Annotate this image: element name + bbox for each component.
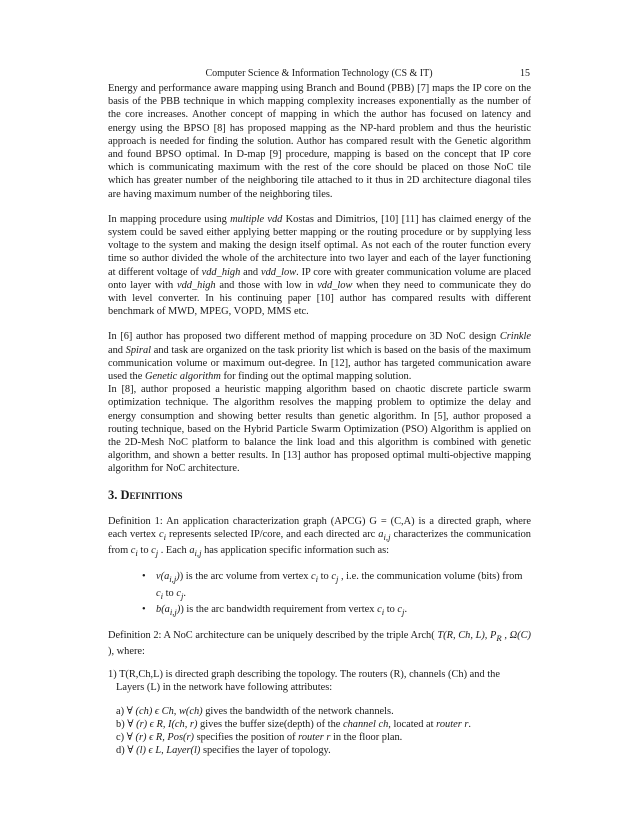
body-text [108, 82, 531, 757]
list-item-c: c) ∀ (r) ϵ R, Pos(r) specifies the position of router r in the floor plan. [116, 731, 403, 743]
page-number: 15 [520, 68, 530, 79]
paragraph-3d-noc: In [6] author has proposed two different method of mapping procedure on 3D NoC design Crinkle and Spiral and task are organized on the task priority list which is based on the basis of the maximum communication volume or maximum out-degree. In [12], author has targeted communication aware used the Genetic algorithm for finding out the optimal mapping solution. [108, 331, 531, 383]
paragraph-pso: In [8], author proposed a heuristic mapping algorithm based on chaotic discrete particle swarm optimization technique. The algorithm resolves the mapping problem to optimize the delay and energy consumption and showing better results than genetic algorithm. In [5], author proposed a routing technique, based on the Hybrid Particle Swarm Optimization (PSO) Algorithm is applied on the 2D-Mesh NoC platform to balance the link load and this algorithm is combined with genetic algorithm, and shown a better results. In [13] author has proposed optimal multi-objective mapping algorithm for NoC architecture. [108, 384, 531, 475]
paragraph-multiple-vdd: In mapping procedure using multiple vdd Kostas and Dimitrios, [10] [11] has claimed energy of the system could be saved either applying better mapping or the routing procedure or by supplying less voltage to the system and making the design itself optimal. As not each of the router function every time so author divided the whole of the architecture into two layer and each of the layer functioning at different voltage of vdd_high and vdd_low. IP core with greater communication volume are placed onto layer with vdd_high and those with low in vdd_low when they need to communicate they do with level converter. In his continuing paper [10] author has compared results with different benchmark of MWD, MPEG, VOPD, MMS etc. [108, 213, 531, 318]
attribute-list [108, 570, 531, 618]
list-item-d: d) ∀ (l) ϵ L, Layer(l) specifies the layer of topology. [116, 745, 331, 757]
list-item-b: b) ∀ (r) ϵ R, I(ch, r) gives the buffer size(depth) of the channel ch, located at router r. [116, 718, 471, 730]
definition-2: Definition 2: A NoC architecture can be uniquely described by the triple Arch( T(R, Ch, L), $P_R$ , Ω(C) ), where: [108, 629, 531, 657]
journal-title: Computer Science & Information Technology (CS & IT) [205, 68, 433, 79]
definition-1: Definition 1: An application characterization graph (APCG) G = (C,A) is a directed graph, where each vertex $c_i$ represents selected IP/core, and each directed arc $a_{i,j}$ characterizes the communication from $c_i$ to $c_j$ . Each $a_{i,j}$ has application specific information such as: [108, 515, 531, 559]
paragraph-mapping-pbb: Energy and performance aware mapping using Branch and Bound (PBB) [7] maps the IP core on the basis of the PBB technique in which mapping complexity increases exponentially as the number of the core increases. Another concept of mapping in which the author has focused on latency and energy using the BPSO [8] has proposed mapping as the NP-hard problem and thus the heuristic approach is needed for finding the solution. Author has compared result with the Genetic algorithm and found BPSO optimal. In D-map [9] procedure, mapping is based on the concept that IP core which is communicating maximum with the rest of the core should be placed on those NoC tile which has greater number of the neighboring tile attached to it thus in 2D architecture diagonal tiles are having maximum number of the neighboring tiles. [108, 83, 531, 200]
list-item-volume: • $v(a_{i,j})$) is the arc volume from vertex $c_i$ to $c_j$ , i.e. the communication volume (bits) from $c_i$ to $c_j$. [142, 570, 531, 602]
running-header [0, 67, 638, 81]
list-item-bandwidth: • $b(a_{i,j})$) is the arc bandwidth requirement from vertex $c_i$ to $c_j$. [142, 603, 531, 619]
channel-attribute-list [108, 705, 531, 758]
section-heading: 3. Definitions [108, 487, 183, 502]
list-item-a: a) ∀ (ch) ϵ Ch, w(ch) gives the bandwidth of the network channels. [116, 705, 394, 717]
topology-item: 1) T(R,Ch,L) is directed graph describing the topology. The routers (R), channels (Ch) and the Layers (L) in the network have following attributes: [108, 669, 500, 694]
